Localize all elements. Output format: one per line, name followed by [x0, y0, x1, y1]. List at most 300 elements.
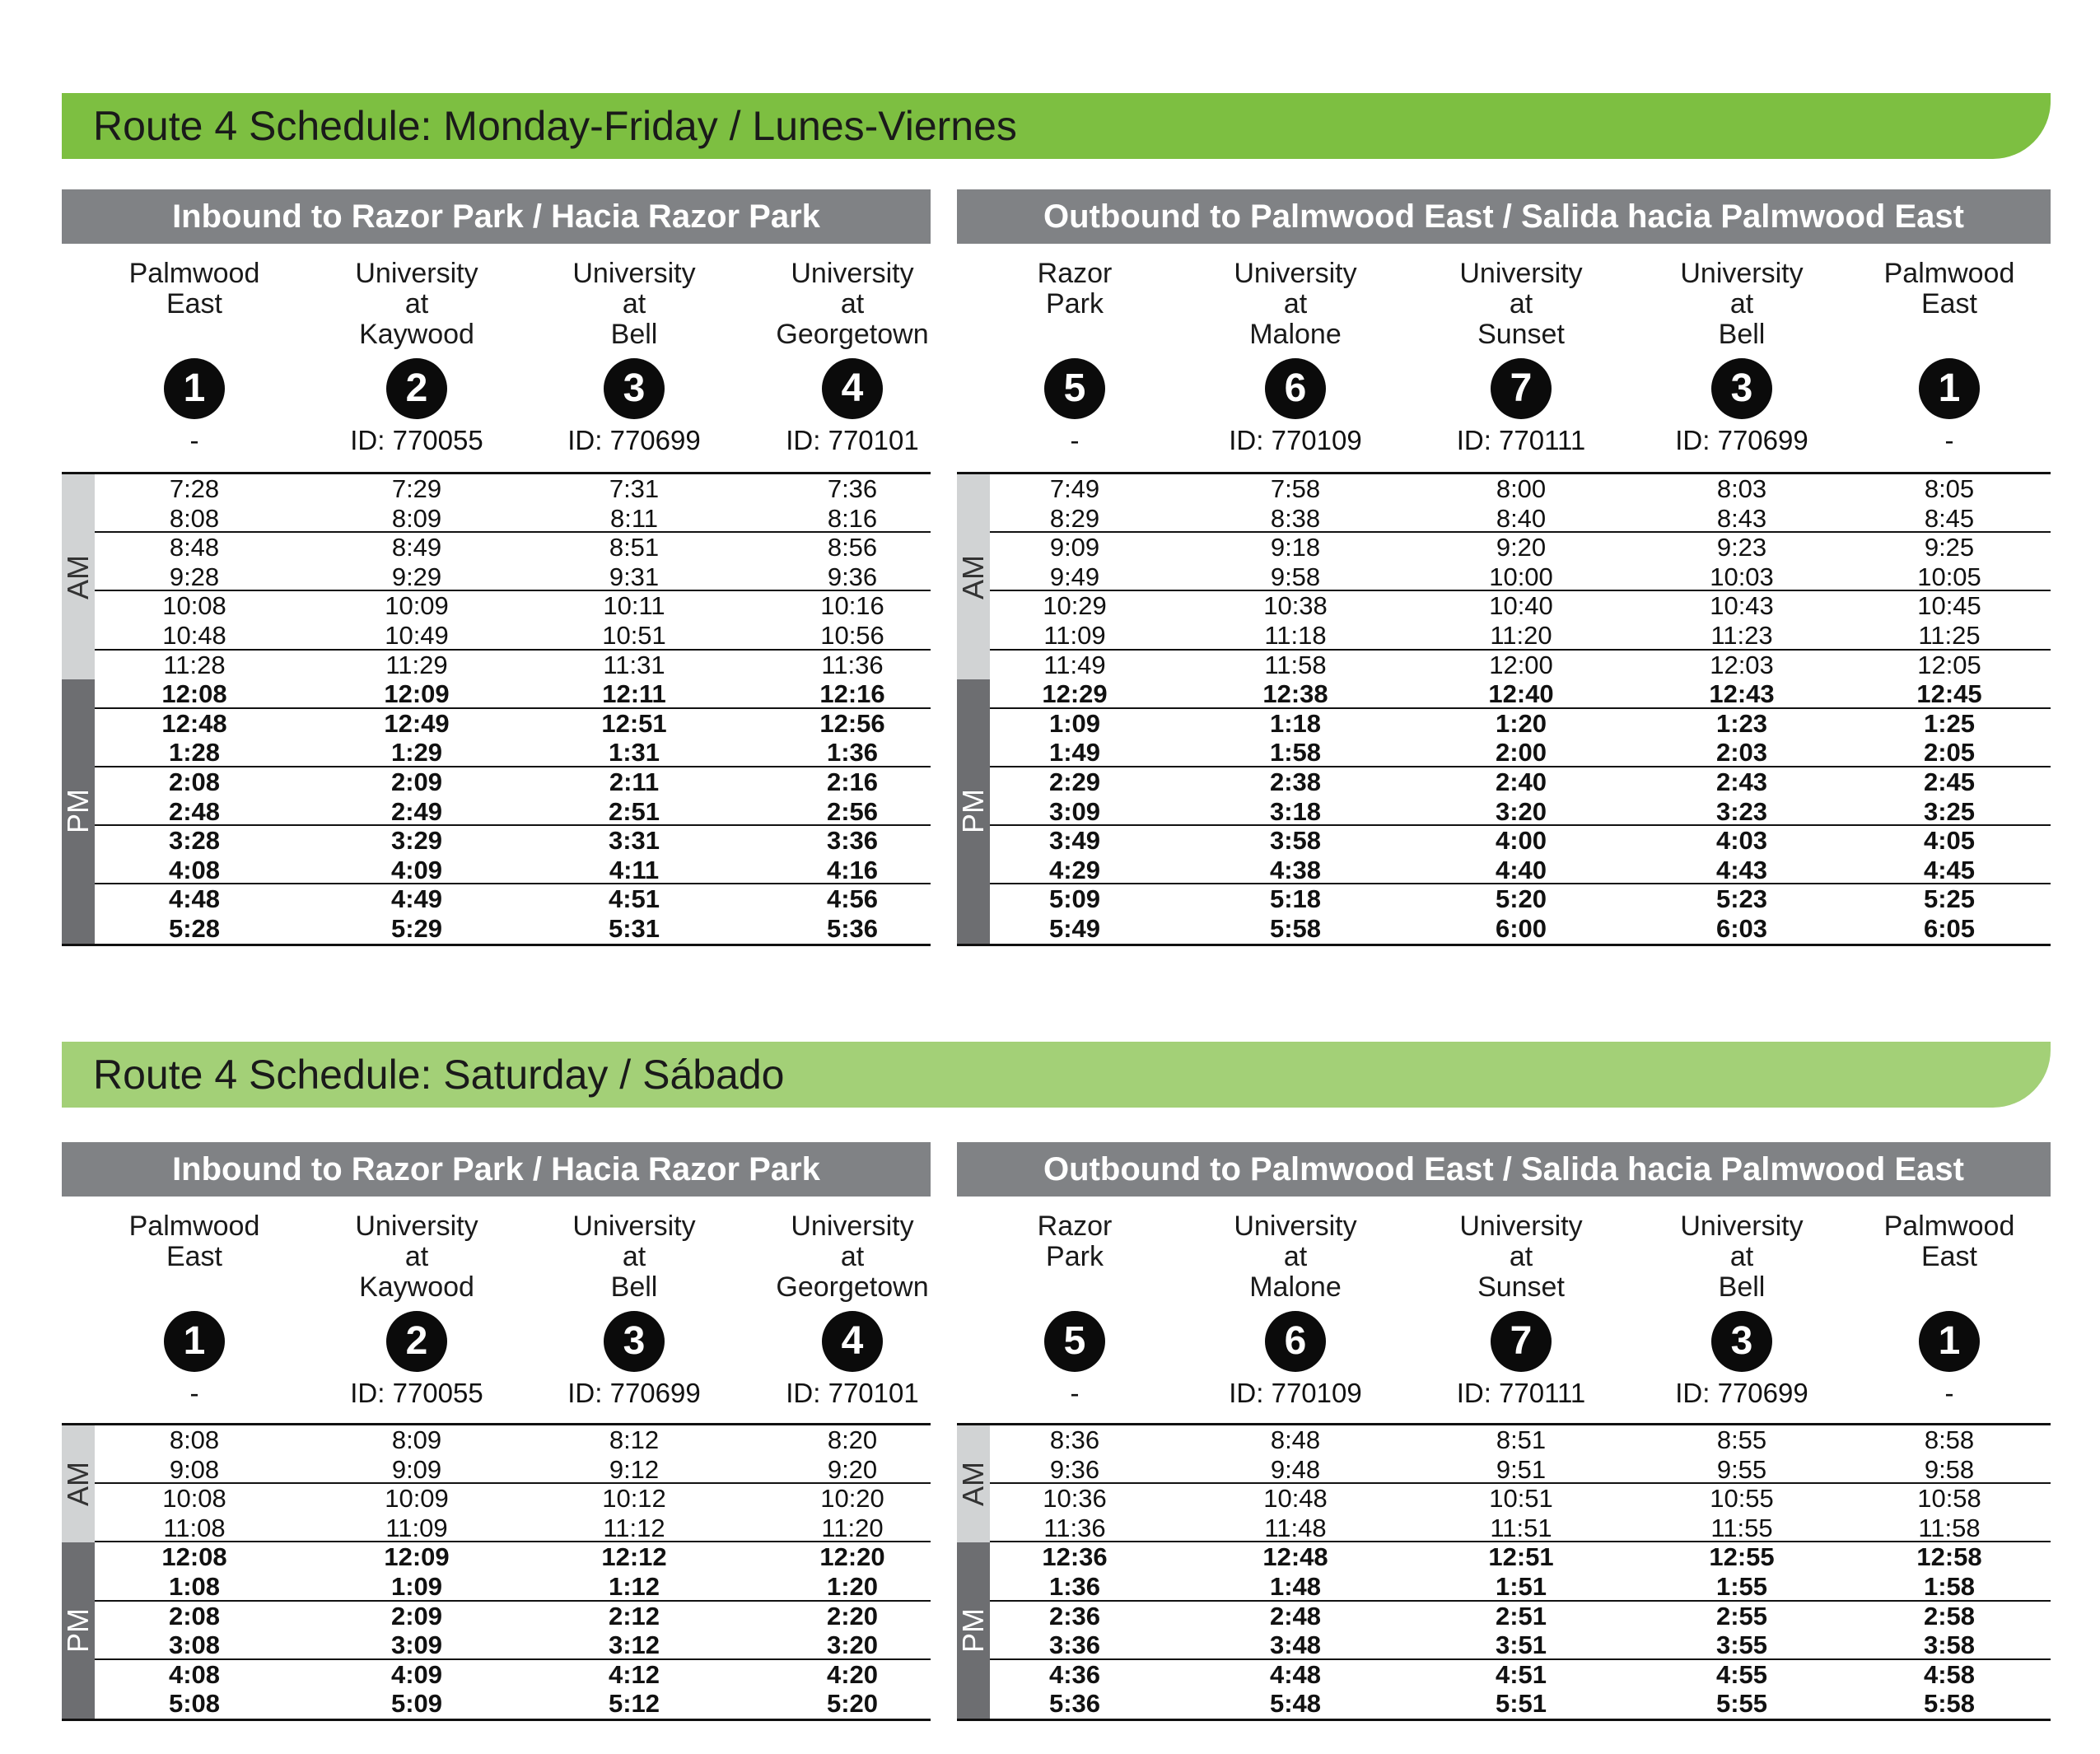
table-row [990, 504, 2051, 534]
table-row [95, 1572, 931, 1602]
stop-number-badge: 3 [604, 358, 665, 419]
stop-header [1188, 259, 1402, 457]
table-row [990, 767, 2051, 797]
stop-name-line: at [1509, 288, 1533, 320]
stop-header [87, 1211, 301, 1410]
stop-id: ID: 770111 [1456, 425, 1586, 455]
time-cell: 10:29 [1043, 591, 1107, 621]
stop-id: ID: 770055 [350, 425, 483, 455]
pm-label: PM [61, 1608, 95, 1654]
table-row [990, 562, 2051, 592]
time-cell: 11:36 [1043, 1513, 1106, 1542]
time-cell: 4:58 [1923, 1659, 1976, 1689]
table-row [95, 591, 931, 621]
table-row [990, 621, 2051, 651]
time-cell: 9:09 [391, 1454, 442, 1484]
stop-name [310, 259, 524, 350]
time-cell: 8:51 [1496, 1425, 1547, 1454]
time-cell: 2:45 [1923, 767, 1976, 796]
time-cell: 6:03 [1715, 914, 1768, 943]
stop-name-line: Bell [610, 319, 658, 350]
stop-name-line: Bell [610, 1271, 658, 1303]
time-cell: 1:48 [1269, 1572, 1322, 1601]
stop-number-badge: 1 [1919, 1311, 1980, 1372]
table-row [990, 797, 2051, 827]
stop-id: ID: 770111 [1456, 1378, 1586, 1408]
time-cell: 12:20 [819, 1542, 885, 1572]
table-row [95, 679, 931, 709]
stop-name-line: Park [1046, 288, 1104, 320]
time-cell: 4:36 [1048, 1659, 1101, 1689]
time-cell: 5:51 [1495, 1689, 1547, 1719]
time-cell: 5:55 [1715, 1689, 1768, 1719]
time-cell: 4:11 [609, 855, 660, 884]
time-cell: 5:36 [826, 914, 879, 943]
stop-id: - [1944, 1378, 1954, 1408]
time-cell: 8:45 [1924, 503, 1975, 533]
am-period-bar [62, 1425, 95, 1542]
table-row [990, 679, 2051, 709]
time-cell: 5:20 [826, 1689, 879, 1719]
time-cell: 7:29 [391, 474, 442, 503]
time-cell: 4:05 [1923, 826, 1976, 856]
time-cell: 11:20 [1490, 621, 1552, 650]
time-cell: 12:09 [384, 1542, 450, 1572]
stop-id: ID: 770101 [786, 1378, 919, 1408]
stop-header [1842, 259, 2056, 457]
stop-header [87, 259, 301, 457]
stop-name-line: East [166, 288, 223, 320]
time-rows [62, 472, 931, 946]
time-cell: 7:58 [1270, 474, 1321, 503]
stop-name-line: East [1920, 1241, 1978, 1272]
stop-name [310, 1211, 524, 1303]
stop-name-line: University [1680, 258, 1804, 289]
time-cell: 3:36 [1048, 1630, 1101, 1660]
time-cell: 10:20 [820, 1484, 884, 1514]
stop-id: ID: 770699 [567, 1378, 701, 1408]
stop-name-line: University [1234, 1211, 1357, 1242]
stop-header [1188, 1211, 1402, 1410]
stop-name-line: University [355, 258, 478, 289]
stop-header [527, 1211, 741, 1410]
time-cell: 12:29 [1042, 679, 1108, 709]
stop-id: - [1944, 425, 1954, 455]
time-cell: 3:28 [168, 826, 221, 856]
time-cell: 9:29 [391, 562, 442, 591]
table-row [95, 709, 931, 739]
time-cell: 10:09 [385, 1484, 449, 1514]
time-cell: 1:36 [826, 738, 879, 767]
stop-name-line: at [840, 1241, 865, 1272]
time-cell: 3:55 [1715, 1630, 1768, 1660]
time-cell: 10:55 [1710, 1484, 1774, 1514]
table-row [990, 856, 2051, 885]
time-cell: 4:49 [390, 884, 443, 914]
time-cell: 12:40 [1488, 679, 1554, 709]
stop-name [87, 259, 301, 350]
stop-name-line: East [166, 1241, 223, 1272]
time-cell: 1:23 [1715, 708, 1768, 738]
stop-name-line: University [1680, 1211, 1804, 1242]
stop-number-badge: 1 [164, 358, 225, 419]
time-cell: 10:58 [1917, 1484, 1981, 1514]
time-cell: 11:25 [1918, 621, 1981, 650]
time-cell: 5:09 [1048, 884, 1101, 914]
time-cell: 5:25 [1923, 884, 1976, 914]
time-cell: 12:56 [819, 708, 885, 738]
stop-name-line: Malone [1249, 1271, 1342, 1303]
time-cell: 4:48 [168, 884, 221, 914]
time-cell: 5:49 [1048, 914, 1101, 943]
time-cell: 8:09 [391, 1425, 442, 1454]
time-cell: 7:49 [1049, 474, 1100, 503]
stop-number-badge: 6 [1265, 1311, 1326, 1372]
stop-number-badge: 7 [1491, 1311, 1552, 1372]
time-cell: 12:51 [1488, 1542, 1554, 1572]
time-cell: 4:38 [1269, 855, 1322, 884]
time-cell: 9:12 [609, 1454, 660, 1484]
table-row [95, 914, 931, 944]
table-row [990, 1455, 2051, 1485]
time-cell: 12:08 [161, 1542, 227, 1572]
time-cell: 10:51 [1489, 1484, 1553, 1514]
stop-name-line: Kaywood [359, 1271, 474, 1303]
stop-name-line: University [791, 258, 914, 289]
time-cell: 3:58 [1923, 1630, 1976, 1660]
time-cell: 11:20 [821, 1513, 884, 1542]
time-cell: 11:09 [385, 1513, 448, 1542]
stop-name-line: University [1459, 258, 1583, 289]
table-row [990, 884, 2051, 914]
stop-number-badge: 5 [1044, 1311, 1105, 1372]
time-cell: 10:43 [1710, 591, 1774, 621]
stop-name-line: Razor [1037, 1211, 1113, 1242]
table-row [990, 1484, 2051, 1514]
time-cell: 2:03 [1715, 738, 1768, 767]
stop-id: ID: 770109 [1229, 425, 1362, 455]
table-row [990, 1602, 2051, 1631]
saturday-title-band [62, 1042, 2051, 1108]
stop-header [745, 259, 959, 457]
stop-header [968, 259, 1182, 457]
time-cell: 9:23 [1716, 533, 1767, 562]
stop-header [1635, 259, 1849, 457]
time-cell: 2:11 [609, 767, 660, 796]
time-cell: 10:00 [1489, 562, 1553, 591]
table-row [95, 533, 931, 562]
pm-label: PM [61, 789, 95, 834]
time-cell: 8:43 [1716, 503, 1767, 533]
time-cell: 5:23 [1715, 884, 1768, 914]
time-cell: 12:55 [1709, 1542, 1775, 1572]
stop-name [1188, 259, 1402, 350]
time-cell: 8:09 [391, 503, 442, 533]
time-cell: 4:09 [390, 855, 443, 884]
time-cell: 1:08 [168, 1572, 221, 1601]
time-cell: 10:16 [820, 591, 884, 621]
time-cell: 12:05 [1917, 650, 1981, 679]
time-cell: 11:55 [1710, 1513, 1773, 1542]
time-cell: 2:12 [608, 1601, 660, 1630]
stop-name-line: Park [1046, 1241, 1104, 1272]
stop-header [1842, 1211, 2056, 1410]
time-cell: 2:20 [826, 1601, 879, 1630]
stop-id: - [189, 1378, 199, 1408]
stop-name [1414, 259, 1628, 350]
time-cell: 8:51 [609, 533, 660, 562]
stop-number-badge: 5 [1044, 358, 1105, 419]
time-cell: 11:08 [163, 1513, 226, 1542]
outbound-direction-header: Outbound to Palmwood East / Salida hacia Palmwood East [957, 189, 2051, 244]
time-cell: 9:08 [169, 1454, 220, 1484]
time-cell: 2:55 [1715, 1601, 1768, 1630]
time-cell: 2:09 [390, 1601, 443, 1630]
time-cell: 2:48 [1269, 1601, 1322, 1630]
table-row [95, 1660, 931, 1690]
time-cell: 12:58 [1916, 1542, 1982, 1572]
time-cell: 11:36 [821, 650, 884, 679]
stop-name [1414, 1211, 1628, 1303]
time-cell: 12:38 [1262, 679, 1328, 709]
time-cell: 8:16 [827, 503, 878, 533]
time-cell: 2:40 [1495, 767, 1547, 796]
time-cell: 10:56 [820, 621, 884, 650]
stop-name-line: East [1920, 288, 1978, 320]
time-cell: 4:16 [826, 855, 879, 884]
time-cell: 1:51 [1495, 1572, 1547, 1601]
stop-name [87, 1211, 301, 1303]
stop-name-line: Sunset [1477, 1271, 1565, 1303]
time-cell: 8:36 [1049, 1425, 1100, 1454]
time-cell: 2:48 [168, 796, 221, 826]
time-cell: 5:31 [608, 914, 660, 943]
time-cell: 12:36 [1042, 1542, 1108, 1572]
time-cell: 4:45 [1923, 855, 1976, 884]
time-cell: 8:08 [169, 503, 220, 533]
am-period-bar [957, 1425, 990, 1542]
time-cell: 3:09 [1048, 796, 1101, 826]
table-row [95, 826, 931, 856]
time-cell: 3:08 [168, 1630, 221, 1660]
table-row [95, 1425, 931, 1455]
time-cell: 11:58 [1264, 650, 1327, 679]
time-cell: 12:48 [161, 708, 227, 738]
stop-name-line: Razor [1037, 258, 1113, 289]
stop-id: ID: 770699 [567, 425, 701, 455]
stop-id: ID: 770699 [1675, 1378, 1808, 1408]
stop-name-line: Palmwood [1883, 1211, 2015, 1242]
time-cell: 11:18 [1264, 621, 1327, 650]
table-row [990, 651, 2051, 680]
stop-name [745, 259, 959, 350]
time-cell: 1:12 [608, 1572, 660, 1601]
time-cell: 12:00 [1489, 650, 1553, 679]
time-cell: 2:29 [1048, 767, 1101, 796]
stop-name-line: Bell [1718, 319, 1766, 350]
time-cell: 4:56 [826, 884, 879, 914]
table-row [990, 533, 2051, 562]
time-cell: 5:20 [1495, 884, 1547, 914]
stop-name [1842, 1211, 2056, 1303]
time-cell: 10:08 [162, 1484, 226, 1514]
time-rows [957, 1423, 2051, 1721]
time-cell: 10:11 [603, 591, 665, 621]
time-cell: 10:09 [385, 591, 449, 621]
stop-name-line: Palmwood [128, 1211, 260, 1242]
time-cell: 10:03 [1710, 562, 1774, 591]
stop-name-line: Sunset [1477, 319, 1565, 350]
stop-name-line: Kaywood [359, 319, 474, 350]
stop-name [745, 1211, 959, 1303]
stop-number-badge: 4 [822, 1311, 883, 1372]
time-cell: 8:58 [1924, 1425, 1975, 1454]
time-cell: 9:31 [609, 562, 660, 591]
stop-name-line: at [1729, 288, 1754, 320]
am-period-bar [957, 474, 990, 679]
stop-number-badge: 2 [386, 1311, 447, 1372]
time-cell: 8:00 [1496, 474, 1547, 503]
time-cell: 2:51 [1495, 1601, 1547, 1630]
time-cell: 10:36 [1043, 1484, 1107, 1514]
time-cell: 1:09 [390, 1572, 443, 1601]
time-cell: 3:36 [826, 826, 879, 856]
table-row [990, 1572, 2051, 1602]
time-cell: 7:28 [169, 474, 220, 503]
time-cell: 3:25 [1923, 796, 1976, 826]
table-row [95, 767, 931, 797]
time-cell: 5:29 [390, 914, 443, 943]
time-cell: 4:55 [1715, 1659, 1768, 1689]
stop-name-line: at [404, 288, 429, 320]
time-cell: 4:51 [1495, 1659, 1547, 1689]
time-cell: 11:12 [603, 1513, 665, 1542]
time-cell: 3:09 [390, 1630, 443, 1660]
time-cell: 2:56 [826, 796, 879, 826]
time-cell: 8:08 [169, 1425, 220, 1454]
time-cell: 8:48 [169, 533, 220, 562]
stop-name-line: Palmwood [128, 258, 260, 289]
time-cell: 12:03 [1710, 650, 1774, 679]
time-cell: 2:09 [390, 767, 443, 796]
time-cell: 3:20 [826, 1630, 879, 1660]
time-cell: 1:20 [826, 1572, 879, 1601]
time-cell: 11:09 [1043, 621, 1106, 650]
time-cell: 2:49 [390, 796, 443, 826]
time-cell: 1:18 [1269, 708, 1322, 738]
time-cell: 9:36 [827, 562, 878, 591]
saturday-title: Route 4 Schedule: Saturday / Sábado [93, 1052, 785, 1098]
time-cell: 9:58 [1924, 1454, 1975, 1484]
time-cell: 9:18 [1270, 533, 1321, 562]
stop-name-line: University [1234, 258, 1357, 289]
time-cell: 3:51 [1495, 1630, 1547, 1660]
time-cell: 8:03 [1716, 474, 1767, 503]
stop-number-badge: 1 [1919, 358, 1980, 419]
stop-header [1635, 1211, 1849, 1410]
time-cell: 1:36 [1048, 1572, 1101, 1601]
time-cell: 3:23 [1715, 796, 1768, 826]
am-label: AM [956, 1462, 990, 1507]
time-cell: 7:36 [827, 474, 878, 503]
table-row [95, 856, 931, 885]
table-row [95, 884, 931, 914]
stop-name-line: at [1283, 1241, 1308, 1272]
time-cell: 4:40 [1495, 855, 1547, 884]
time-cell: 1:29 [390, 738, 443, 767]
stop-name [1635, 259, 1849, 350]
time-cell: 5:58 [1269, 914, 1322, 943]
time-cell: 4:03 [1715, 826, 1768, 856]
table-row [95, 562, 931, 592]
time-cell: 1:09 [1048, 708, 1101, 738]
time-rows [62, 1423, 931, 1721]
time-cell: 12:49 [384, 708, 450, 738]
stop-number-badge: 3 [1711, 1311, 1772, 1372]
time-cell: 1:31 [608, 738, 660, 767]
pm-period-bar [957, 679, 990, 943]
table-row [990, 591, 2051, 621]
time-cell: 8:11 [609, 503, 659, 533]
stop-name [1842, 259, 2056, 350]
time-cell: 9:55 [1716, 1454, 1767, 1484]
stop-header [1414, 259, 1628, 457]
table-row [95, 651, 931, 680]
time-cell: 9:09 [1049, 533, 1100, 562]
time-cell: 2:16 [826, 767, 879, 796]
time-cell: 1:55 [1715, 1572, 1768, 1601]
stop-name-line: at [840, 288, 865, 320]
stop-name-line: Palmwood [1883, 258, 2015, 289]
stop-id: - [1070, 1378, 1080, 1408]
inbound-direction-header: Inbound to Razor Park / Hacia Razor Park [62, 189, 931, 244]
time-cell: 4:48 [1269, 1659, 1322, 1689]
time-cell: 4:12 [608, 1659, 660, 1689]
time-cell: 5:58 [1923, 1689, 1976, 1719]
time-cell: 12:16 [819, 679, 885, 709]
stop-name-line: University [572, 1211, 696, 1242]
stop-name-line: Bell [1718, 1271, 1766, 1303]
stop-name-line: at [404, 1241, 429, 1272]
outbound-direction-header: Outbound to Palmwood East / Salida hacia Palmwood East [957, 1142, 2051, 1197]
time-cell: 11:29 [385, 650, 448, 679]
time-cell: 11:28 [163, 650, 226, 679]
time-cell: 10:49 [385, 621, 449, 650]
table-row [990, 709, 2051, 739]
stop-header [1414, 1211, 1628, 1410]
time-cell: 9:20 [827, 1454, 878, 1484]
time-cell: 1:49 [1048, 738, 1101, 767]
table-row [95, 1514, 931, 1543]
stop-name-line: at [1283, 288, 1308, 320]
time-cell: 5:08 [168, 1689, 221, 1719]
time-cell: 8:40 [1496, 503, 1547, 533]
am-label: AM [61, 1462, 95, 1507]
time-cell: 12:48 [1262, 1542, 1328, 1572]
table-row [990, 1514, 2051, 1543]
stop-id: ID: 770699 [1675, 425, 1808, 455]
stop-id: ID: 770101 [786, 425, 919, 455]
table-row [95, 1602, 931, 1631]
stop-id: ID: 770109 [1229, 1378, 1362, 1408]
time-cell: 1:58 [1269, 738, 1322, 767]
stop-number-badge: 1 [164, 1311, 225, 1372]
time-cell: 9:51 [1496, 1454, 1547, 1484]
time-cell: 11:51 [1490, 1513, 1552, 1542]
time-cell: 2:00 [1495, 738, 1547, 767]
stop-name-line: at [622, 1241, 646, 1272]
stop-number-badge: 3 [1711, 358, 1772, 419]
